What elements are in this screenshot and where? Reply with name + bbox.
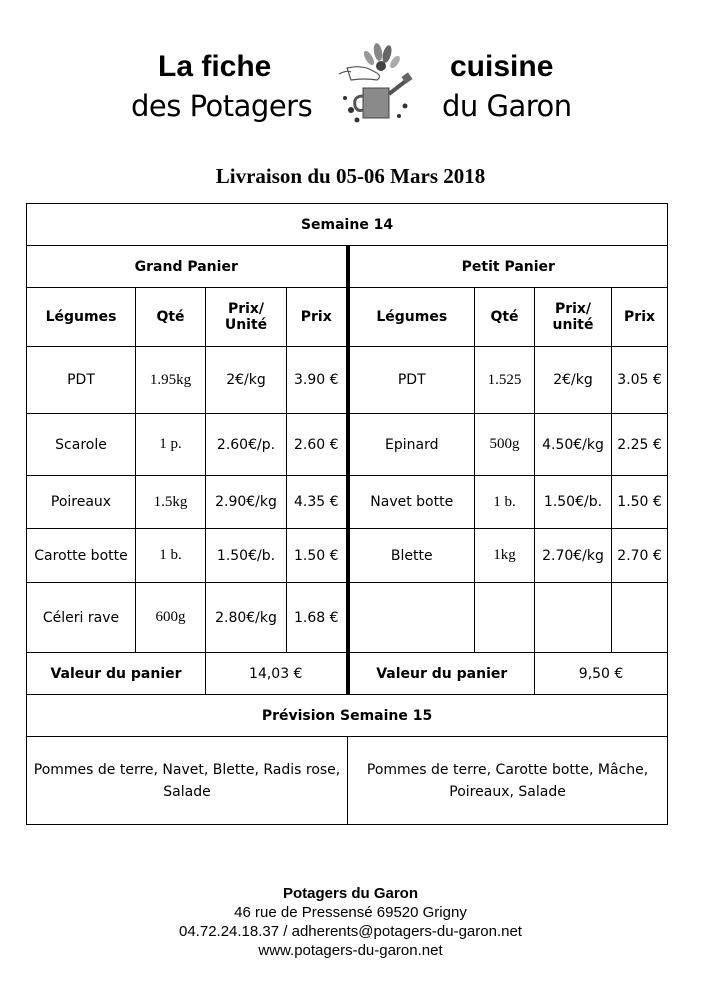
grand-unit-price: 2€/kg <box>206 347 287 414</box>
footer-address: 46 rue de Pressensé 69520 Grigny <box>234 904 467 921</box>
petit-header-prix-unite: Prix/ unité <box>535 288 612 347</box>
grand-header-legumes: Légumes <box>27 288 136 347</box>
petit-price: 2.25 € <box>612 414 668 476</box>
footer <box>0 884 701 960</box>
grand-header-prix-unite: Prix/ Unité <box>206 288 287 347</box>
footer-name: Potagers du Garon <box>282 885 419 902</box>
grand-unit-price: 2.90€/kg <box>206 476 287 529</box>
grand-price: 3.90 € <box>287 347 348 414</box>
grand-basket-value-label: Valeur du panier <box>27 653 206 695</box>
grand-panier-title: Grand Panier <box>27 246 348 288</box>
grand-price: 1.68 € <box>287 583 348 653</box>
table-row <box>27 414 668 476</box>
petit-quantity: 1kg <box>475 529 535 583</box>
petit-unit-price: 1.50€/b. <box>535 476 612 529</box>
forecast-grand: Pommes de terre, Navet, Blette, Radis rose, Salade <box>27 737 348 825</box>
table-row <box>27 347 668 414</box>
grand-price: 4.35 € <box>287 476 348 529</box>
grand-unit-price: 2.60€/p. <box>206 414 287 476</box>
petit-quantity: 1 b. <box>475 476 535 529</box>
petit-header-prix: Prix <box>612 288 668 347</box>
petit-vegetable: Navet botte <box>348 476 475 529</box>
table-row <box>27 529 668 583</box>
petit-header-qte: Qté <box>475 288 535 347</box>
basket-table <box>26 203 668 825</box>
petit-unit-price <box>535 583 612 653</box>
grand-vegetable: PDT <box>27 347 136 414</box>
petit-price <box>612 583 668 653</box>
petit-panier-title: Petit Panier <box>348 246 668 288</box>
title-des-potagers: des Potagers <box>131 89 313 123</box>
grand-vegetable: Carotte botte <box>27 529 136 583</box>
grand-basket-value: 14,03 € <box>206 653 348 695</box>
title-du-garon: du Garon <box>442 89 572 123</box>
grand-vegetable: Céleri rave <box>27 583 136 653</box>
petit-basket-value: 9,50 € <box>535 653 668 695</box>
petit-price: 3.05 € <box>612 347 668 414</box>
table-row <box>27 583 668 653</box>
grand-quantity: 1 b. <box>136 529 206 583</box>
petit-vegetable: Blette <box>348 529 475 583</box>
grand-quantity: 1 p. <box>136 414 206 476</box>
grand-header-qte: Qté <box>136 288 206 347</box>
petit-basket-value-label: Valeur du panier <box>348 653 535 695</box>
week-title: Semaine 14 <box>27 204 668 246</box>
forecast-title: Prévision Semaine 15 <box>27 695 668 737</box>
petit-quantity: 1.525 <box>475 347 535 414</box>
grand-header-prix: Prix <box>287 288 348 347</box>
petit-price: 1.50 € <box>612 476 668 529</box>
grand-unit-price: 1.50€/b. <box>206 529 287 583</box>
petit-vegetable: Epinard <box>348 414 475 476</box>
petit-vegetable <box>348 583 475 653</box>
petit-quantity: 500g <box>475 414 535 476</box>
grand-price: 2.60 € <box>287 414 348 476</box>
petit-unit-price: 2€/kg <box>535 347 612 414</box>
delivery-title: Livraison du 05-06 Mars 2018 <box>215 164 486 188</box>
footer-contact: 04.72.24.18.37 / adherents@potagers-du-garon.net <box>179 923 522 940</box>
grand-price: 1.50 € <box>287 529 348 583</box>
title-la-fiche: La fiche <box>158 50 272 83</box>
petit-unit-price: 2.70€/kg <box>535 529 612 583</box>
petit-price: 2.70 € <box>612 529 668 583</box>
grand-vegetable: Scarole <box>27 414 136 476</box>
footer-website: www.potagers-du-garon.net <box>258 942 443 959</box>
grand-vegetable: Poireaux <box>27 476 136 529</box>
petit-unit-price: 4.50€/kg <box>535 414 612 476</box>
grand-unit-price: 2.80€/kg <box>206 583 287 653</box>
grand-quantity: 1.5kg <box>136 476 206 529</box>
forecast-petit: Pommes de terre, Carotte botte, Mâche, Poireaux, Salade <box>348 737 668 825</box>
table-row <box>27 476 668 529</box>
petit-quantity <box>475 583 535 653</box>
petit-vegetable: PDT <box>348 347 475 414</box>
grand-quantity: 1.95kg <box>136 347 206 414</box>
grand-quantity: 600g <box>136 583 206 653</box>
watering-can-logo-icon <box>333 40 415 130</box>
title-cuisine: cuisine <box>450 50 554 83</box>
petit-header-legumes: Légumes <box>348 288 475 347</box>
